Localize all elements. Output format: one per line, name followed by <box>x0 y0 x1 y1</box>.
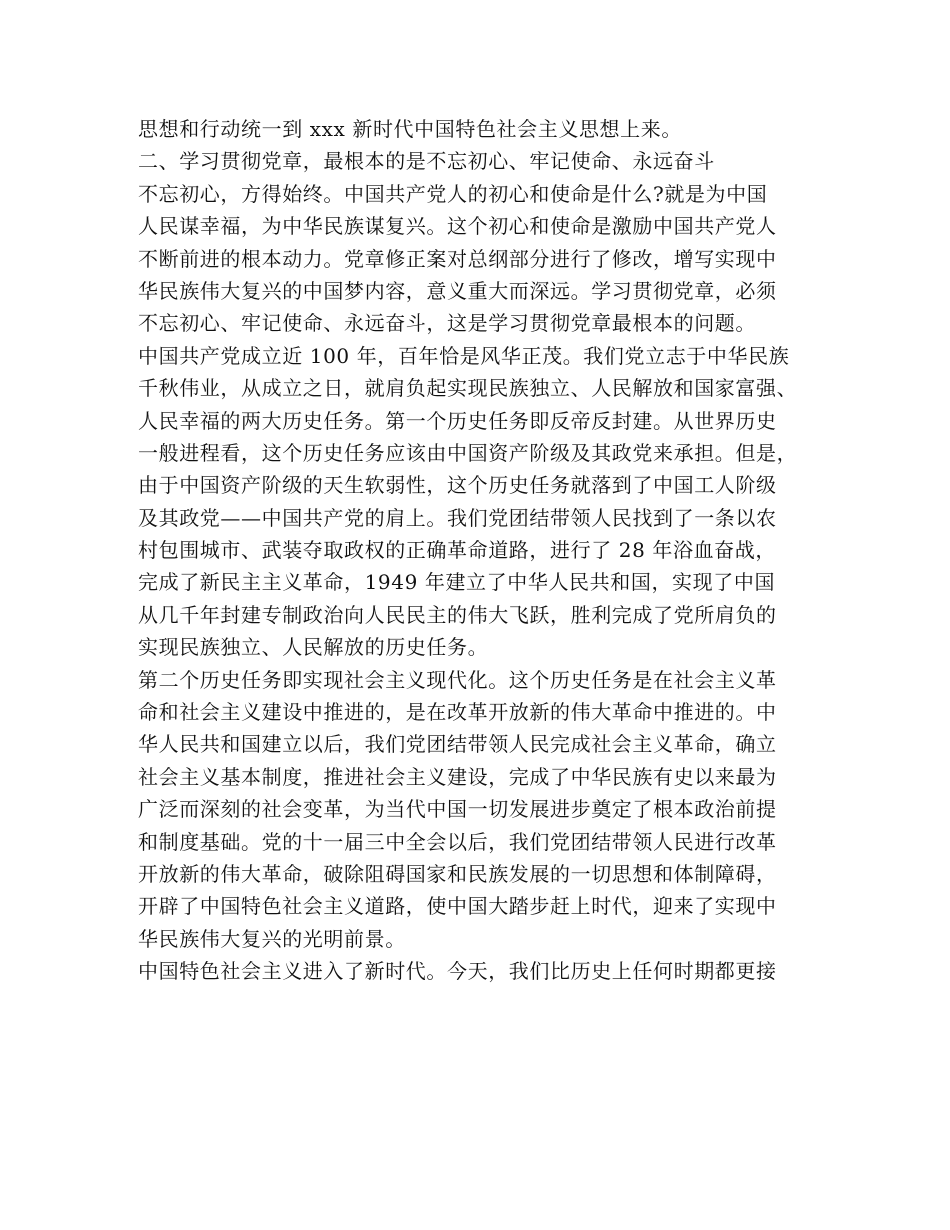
text-line: 完成了新民主主义革命，1949 年建立了中华人民共和国，实现了中国 <box>138 570 776 595</box>
text-line: 不忘初心、牢记使命、永远奋斗，这是学习贯彻党章最根本的问题。 <box>138 311 756 336</box>
text-line: 命和社会主义建设中推进的，是在改革开放新的伟大革命中推进的。中 <box>138 700 777 725</box>
text-line: 人民幸福的两大历史任务。第一个历史任务即反帝反封建。从世界历史 <box>138 408 777 433</box>
text-line: 一般进程看，这个历史任务应该由中国资产阶级及其政党来承担。但是， <box>138 440 798 465</box>
text-line: 中国共产党成立近 100 年，百年恰是风华正茂。我们党立志于中华民族 <box>138 343 790 368</box>
text-line: 实现民族独立、人民解放的历史任务。 <box>138 635 489 660</box>
text-line: 广泛而深刻的社会变革，为当代中国一切发展进步奠定了根本政治前提 <box>138 797 777 822</box>
text-line: 不断前进的根本动力。党章修正案对总纲部分进行了修改，增写实现中 <box>138 246 777 271</box>
text-line: 人民谋幸福，为中华民族谋复兴。这个初心和使命是激励中国共产党人 <box>138 214 777 239</box>
text-line: 中国特色社会主义进入了新时代。今天，我们比历史上任何时期都更接 <box>138 959 777 984</box>
text-line: 第二个历史任务即实现社会主义现代化。这个历史任务是在社会主义革 <box>138 667 777 692</box>
section-heading: 二、学习贯彻党章，最根本的是不忘初心、牢记使命、永远奋斗 <box>138 149 715 174</box>
text-line: 由于中国资产阶级的天生软弱性，这个历史任务就落到了中国工人阶级 <box>138 473 777 498</box>
text-line: 华民族伟大复兴的中国梦内容，意义重大而深远。学习贯彻党章，必须 <box>138 278 777 303</box>
text-line: 村包围城市、武装夺取政权的正确革命道路，进行了 28 年浴血奋战， <box>138 538 776 563</box>
text-line: 及其政党——中国共产党的肩上。我们党团结带领人民找到了一条以农 <box>138 505 777 530</box>
text-line: 华民族伟大复兴的光明前景。 <box>138 926 406 951</box>
document-text-body <box>138 113 828 988</box>
text-line: 千秋伟业，从成立之日，就肩负起实现民族独立、人民解放和国家富强、 <box>138 376 798 401</box>
text-line: 思想和行动统一到 xxx 新时代中国特色社会主义思想上来。 <box>138 117 682 141</box>
text-line: 开放新的伟大革命，破除阻碍国家和民族发展的一切思想和体制障碍， <box>138 861 777 886</box>
text-line: 社会主义基本制度，推进社会主义建设，完成了中华民族有史以来最为 <box>138 764 777 789</box>
text-line: 华人民共和国建立以后，我们党团结带领人民完成社会主义革命，确立 <box>138 732 777 757</box>
text-line: 和制度基础。党的十一届三中全会以后，我们党团结带领人民进行改革 <box>138 829 777 854</box>
text-line: 不忘初心，方得始终。中国共产党人的初心和使命是什么?就是为中国 <box>138 181 768 206</box>
text-line: 开辟了中国特色社会主义道路，使中国大踏步赶上时代，迎来了实现中 <box>138 894 777 919</box>
text-line: 从几千年封建专制政治向人民民主的伟大飞跃，胜利完成了党所肩负的 <box>138 602 777 627</box>
